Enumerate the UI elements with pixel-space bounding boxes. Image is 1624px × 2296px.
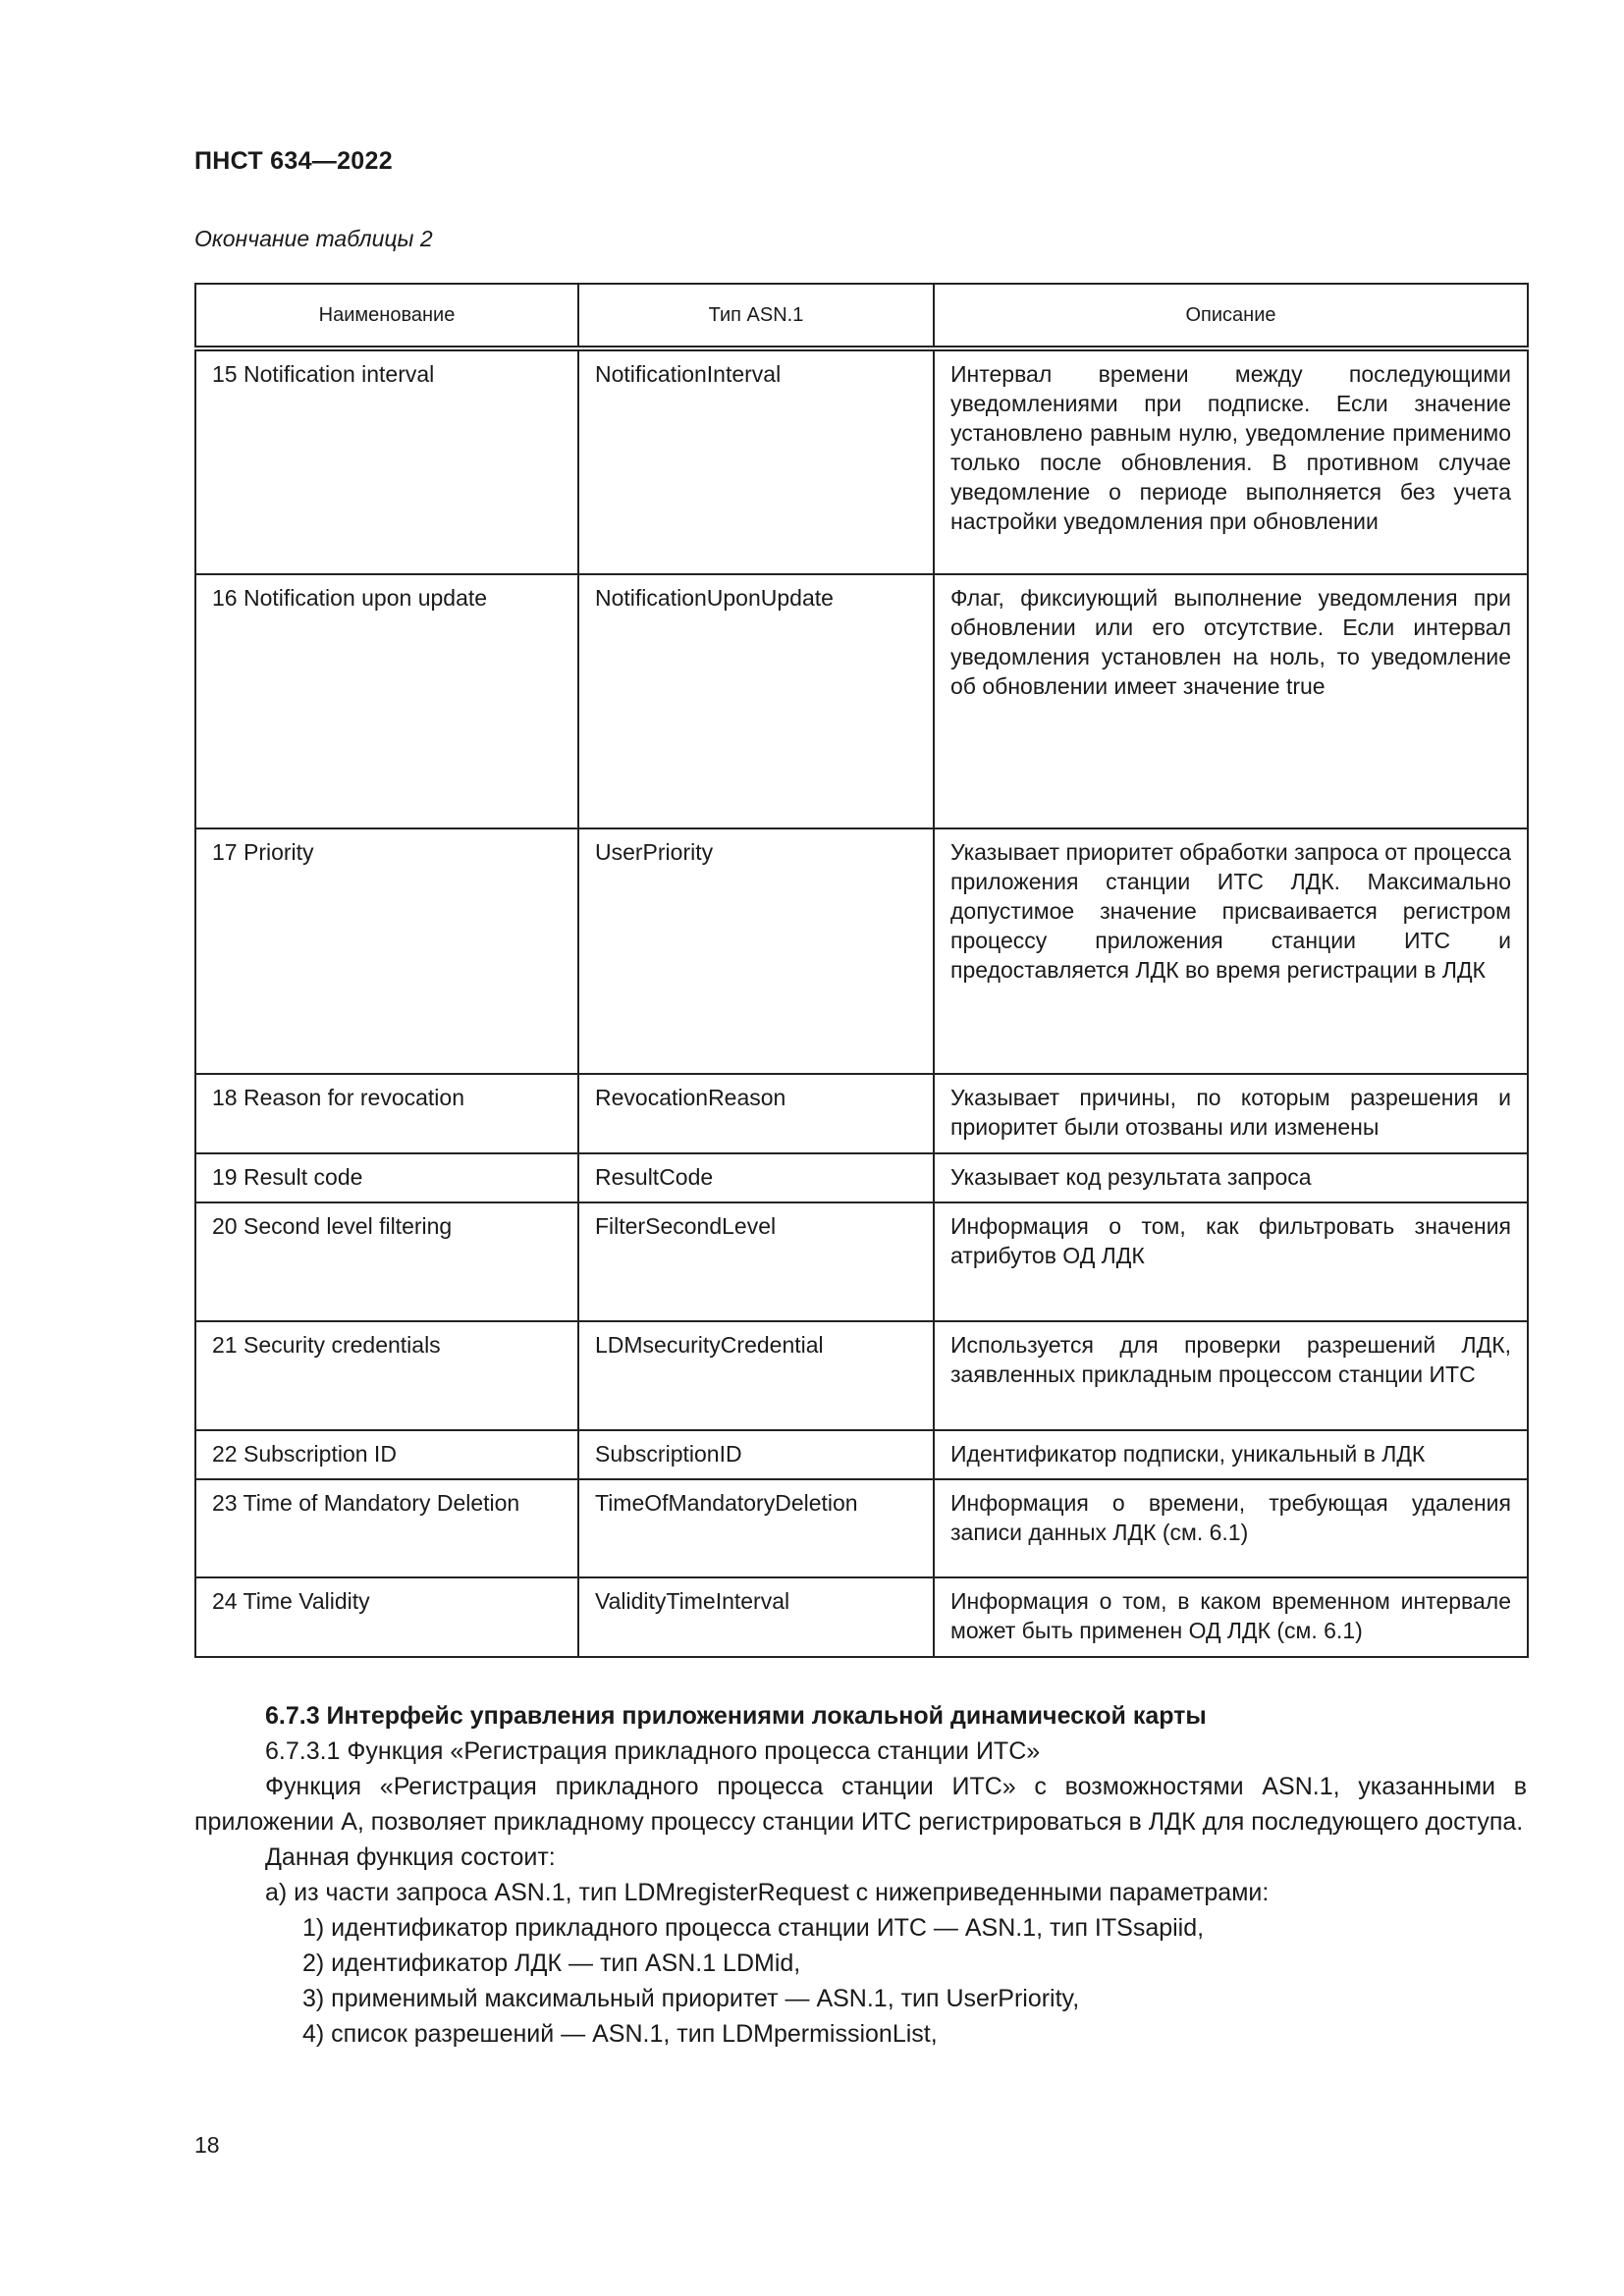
cell-description: Информация о времени, требующая удаления записи данных ЛДК (см. 6.1) <box>934 1479 1528 1577</box>
page-number: 18 <box>194 2132 220 2158</box>
cell-description: Используется для проверки разрешений ЛДК, заявленных прикладным процессом станции ИТС <box>934 1321 1528 1430</box>
cell-asn-type: SubscriptionID <box>578 1430 934 1479</box>
cell-description: Информация о том, как фильтровать значения атрибутов ОД ЛДК <box>934 1202 1528 1321</box>
table-row <box>195 828 1528 1074</box>
table-row <box>195 1577 1528 1657</box>
cell-asn-type: ResultCode <box>578 1153 934 1202</box>
list-subitem: 2) идентификатор ЛДК — тип ASN.1 LDMid, <box>302 1949 801 1977</box>
document-code: ПНСТ 634—2022 <box>194 147 393 175</box>
cell-description: Указывает приоритет обработки запроса от процесса приложения станции ИТС ЛДК. Максимально допустимое значение присваивается регистром процессу приложения станции ИТС и предоставляется ЛДК во время регистрации в ЛДК <box>934 828 1528 1074</box>
cell-asn-type: ValidityTimeInterval <box>578 1577 934 1657</box>
list-subitem: 3) применимый максимальный приоритет — ASN.1, тип UserPriority, <box>302 1985 1080 2012</box>
cell-name: 17 Priority <box>195 828 578 1074</box>
cell-asn-type: FilterSecondLevel <box>578 1202 934 1321</box>
cell-asn-type: NotificationUponUpdate <box>578 574 934 828</box>
subsection-title: 6.7.3.1 Функция «Регистрация прикладного процесса станции ИТС» <box>265 1737 1041 1765</box>
table-row <box>195 1430 1528 1479</box>
cell-name: 21 Security credentials <box>195 1321 578 1430</box>
section-6-7-3 <box>194 1698 1527 2052</box>
cell-name: 18 Reason for revocation <box>195 1074 578 1153</box>
table-row <box>195 1479 1528 1577</box>
table-row <box>195 574 1528 828</box>
list-item-a: а) из части запроса ASN.1, тип LDMregisterRequest с нижеприведенными параметрами: <box>265 1879 1270 1906</box>
table-row <box>195 1074 1528 1153</box>
cell-description: Интервал времени между последующими уведомлениями при подписке. Если значение установлено равным нулю, уведомление применимо только после обновления. В противном случае уведомление о периоде выполняется без учета настройки уведомления при обновлении <box>934 348 1528 574</box>
table-row <box>195 348 1528 574</box>
column-header-asn-type: Тип ASN.1 <box>578 284 934 348</box>
cell-name: 16 Notification upon update <box>195 574 578 828</box>
cell-name: 19 Result code <box>195 1153 578 1202</box>
cell-description: Информация о том, в каком временном интервале может быть применен ОД ЛДК (см. 6.1) <box>934 1577 1528 1657</box>
cell-description: Указывает код результата запроса <box>934 1153 1528 1202</box>
cell-description: Флаг, фиксиующий выполнение уведомления при обновлении или его отсутствие. Если интервал уведомления установлен на ноль, то уведомление об обновлении имеет значение true <box>934 574 1528 828</box>
table-row <box>195 1202 1528 1321</box>
cell-asn-type: UserPriority <box>578 828 934 1074</box>
body-paragraph: Функция «Регистрация прикладного процесса станции ИТС» с возможностями ASN.1, указанными в приложении А, позволяет прикладному процессу станции ИТС регистрироваться в ЛДК для последующего доступа. <box>194 1773 1527 1836</box>
cell-name: 23 Time of Mandatory Deletion <box>195 1479 578 1577</box>
cell-name: 15 Notification interval <box>195 348 578 574</box>
cell-description: Идентификатор подписки, уникальный в ЛДК <box>934 1430 1528 1479</box>
list-intro: Данная функция состоит: <box>265 1843 556 1871</box>
column-header-name: Наименование <box>195 284 578 348</box>
cell-name: 22 Subscription ID <box>195 1430 578 1479</box>
cell-asn-type: RevocationReason <box>578 1074 934 1153</box>
table-header-row <box>195 284 1528 348</box>
table-row <box>195 1321 1528 1430</box>
cell-description: Указывает причины, по которым разрешения и приоритет были отозваны или изменены <box>934 1074 1528 1153</box>
cell-asn-type: LDMsecurityCredential <box>578 1321 934 1430</box>
section-title: 6.7.3 Интерфейс управления приложениями локальной динамической карты <box>265 1702 1207 1730</box>
cell-asn-type: TimeOfMandatoryDeletion <box>578 1479 934 1577</box>
asn-types-table <box>194 283 1529 1658</box>
column-header-description: Описание <box>934 284 1528 348</box>
list-subitem: 4) список разрешений — ASN.1, тип LDMpermissionList, <box>302 2020 938 2048</box>
list-subitem: 1) идентификатор прикладного процесса станции ИТС — ASN.1, тип ITSsapiid, <box>302 1914 1205 1942</box>
table-caption: Окончание таблицы 2 <box>194 226 433 251</box>
table-row <box>195 1153 1528 1202</box>
cell-name: 24 Time Validity <box>195 1577 578 1657</box>
cell-asn-type: NotificationInterval <box>578 348 934 574</box>
cell-name: 20 Second level filtering <box>195 1202 578 1321</box>
